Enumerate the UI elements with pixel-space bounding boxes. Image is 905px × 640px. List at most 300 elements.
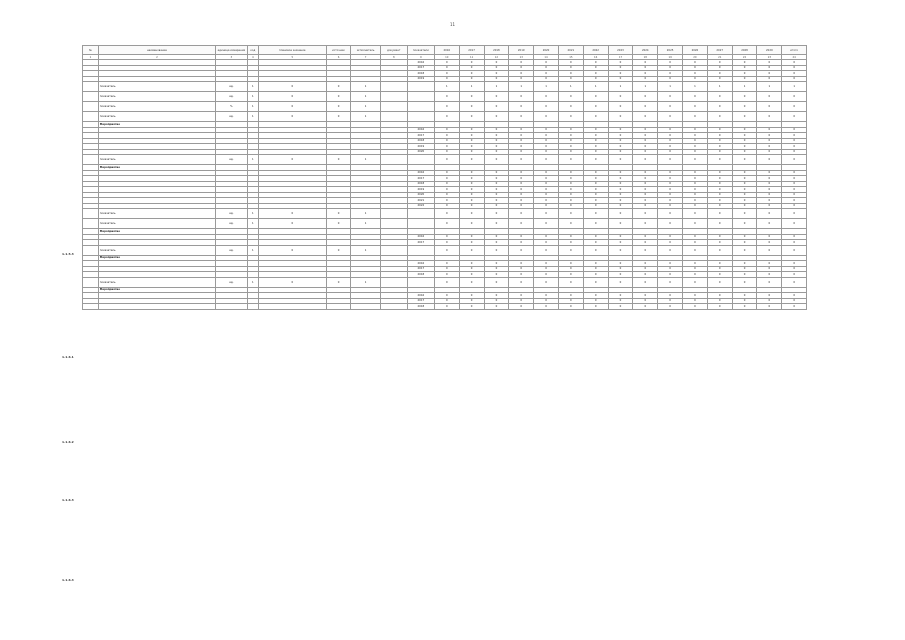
table-cell: показатель bbox=[98, 209, 215, 219]
index-cell: 1 bbox=[83, 55, 99, 60]
index-cell: 2 bbox=[98, 55, 215, 60]
table-cell: 0 bbox=[757, 261, 782, 267]
table-cell: 0 bbox=[434, 203, 459, 209]
table-cell: 0 bbox=[732, 192, 757, 198]
table-cell: 0 bbox=[459, 261, 484, 267]
table-cell: 0 bbox=[509, 298, 534, 304]
table-cell: 0 bbox=[757, 138, 782, 144]
table-cell: 0 bbox=[608, 102, 633, 112]
table-cell: 0 bbox=[732, 198, 757, 204]
table-cell bbox=[326, 304, 351, 310]
table-cell: 0 bbox=[434, 102, 459, 112]
table-cell: 0 bbox=[732, 71, 757, 77]
table-cell: 0 bbox=[509, 170, 534, 176]
table-cell: 0 bbox=[757, 277, 782, 287]
table-cell: 0 bbox=[583, 76, 608, 82]
table-cell: 0 bbox=[459, 245, 484, 255]
table-cell: 0 bbox=[732, 266, 757, 272]
table-cell: 2017 bbox=[407, 298, 434, 304]
table-cell: 0 bbox=[608, 181, 633, 187]
table-cell: 0 bbox=[732, 92, 757, 102]
table-cell: ед. bbox=[216, 155, 248, 165]
table-cell: 0 bbox=[484, 60, 509, 66]
table-cell: 0 bbox=[683, 181, 708, 187]
table-cell: 0 bbox=[732, 203, 757, 209]
table-cell: 1 bbox=[683, 82, 708, 92]
table-cell: 0 bbox=[782, 209, 807, 219]
table-cell: 0 bbox=[509, 293, 534, 299]
table-cell: 2016 bbox=[407, 60, 434, 66]
index-cell: 10 bbox=[434, 55, 459, 60]
table-cell: 0 bbox=[757, 133, 782, 139]
table-cell: 1 bbox=[351, 277, 380, 287]
table-cell: 0 bbox=[782, 266, 807, 272]
table-cell: 0 bbox=[509, 261, 534, 267]
table-cell: 0 bbox=[732, 112, 757, 122]
table-cell: 0 bbox=[459, 187, 484, 193]
table-cell: 0 bbox=[534, 187, 559, 193]
table-cell: 0 bbox=[558, 127, 583, 133]
table-cell: 1 bbox=[351, 155, 380, 165]
table-cell: 0 bbox=[608, 176, 633, 182]
table-cell: 0 bbox=[484, 245, 509, 255]
table-cell bbox=[83, 92, 99, 102]
table-cell: 0 bbox=[558, 234, 583, 240]
table-cell: 1 bbox=[351, 92, 380, 102]
table-cell: 0 bbox=[608, 92, 633, 102]
table-cell: 0 bbox=[757, 240, 782, 246]
table-header bbox=[83, 46, 832, 55]
table-cell: 0 bbox=[782, 272, 807, 278]
table-cell: 0 bbox=[757, 209, 782, 219]
table-cell: ед. bbox=[216, 92, 248, 102]
table-cell: 0 bbox=[707, 304, 732, 310]
table-cell: 0 bbox=[633, 181, 658, 187]
table-cell: показатель bbox=[98, 102, 215, 112]
index-cell: 15 bbox=[558, 55, 583, 60]
table-cell bbox=[83, 155, 99, 165]
table-cell: 0 bbox=[534, 245, 559, 255]
table-cell: 0 bbox=[484, 240, 509, 246]
table-cell: 0 bbox=[633, 92, 658, 102]
table-cell: 0 bbox=[732, 138, 757, 144]
table-cell: 0 bbox=[707, 203, 732, 209]
table-cell: 0 bbox=[509, 181, 534, 187]
header-total: итого bbox=[782, 46, 807, 55]
table-cell: 0 bbox=[757, 176, 782, 182]
table-cell: 2017 bbox=[407, 65, 434, 71]
table-cell: 0 bbox=[707, 240, 732, 246]
table-cell: 0 bbox=[558, 198, 583, 204]
table-cell: 0 bbox=[434, 176, 459, 182]
table-cell: 0 bbox=[608, 198, 633, 204]
table-cell: 0 bbox=[732, 181, 757, 187]
table-cell: 2017 bbox=[407, 266, 434, 272]
table-cell: 0 bbox=[459, 92, 484, 102]
table-cell: 0 bbox=[707, 127, 732, 133]
table-cell: 0 bbox=[683, 92, 708, 102]
table-cell: 0 bbox=[509, 127, 534, 133]
table-cell: 0 bbox=[558, 304, 583, 310]
table-cell: 0 bbox=[658, 272, 683, 278]
table-cell: 0 bbox=[509, 138, 534, 144]
table-cell: 0 bbox=[732, 261, 757, 267]
table-row bbox=[83, 219, 832, 229]
table-cell: 2016 bbox=[407, 234, 434, 240]
table-cell: 0 bbox=[484, 138, 509, 144]
table-cell: 0 bbox=[782, 245, 807, 255]
table-cell: 0 bbox=[658, 192, 683, 198]
table-cell: 0 bbox=[326, 219, 351, 229]
table-cell: 0 bbox=[757, 293, 782, 299]
table-cell: 0 bbox=[509, 266, 534, 272]
table-cell: 0 bbox=[534, 304, 559, 310]
table-cell: 0 bbox=[534, 266, 559, 272]
table-cell: 0 bbox=[707, 76, 732, 82]
table-cell: 0 bbox=[608, 138, 633, 144]
table-cell: 0 bbox=[434, 181, 459, 187]
table-cell: 0 bbox=[608, 133, 633, 139]
table-cell: 0 bbox=[534, 277, 559, 287]
program-table bbox=[82, 45, 832, 310]
table-cell: 0 bbox=[658, 203, 683, 209]
table-cell: 0 bbox=[459, 155, 484, 165]
table-cell: 0 bbox=[633, 170, 658, 176]
table-cell: 0 bbox=[707, 144, 732, 150]
table-cell: 0 bbox=[583, 92, 608, 102]
table-cell: 0 bbox=[258, 277, 326, 287]
table-cell: 0 bbox=[707, 209, 732, 219]
table-cell: 0 bbox=[534, 219, 559, 229]
table-cell: 0 bbox=[459, 209, 484, 219]
table-cell bbox=[83, 102, 99, 112]
table-cell: 0 bbox=[484, 155, 509, 165]
table-cell bbox=[407, 82, 434, 92]
table-cell: 0 bbox=[707, 138, 732, 144]
table-cell: 0 bbox=[583, 170, 608, 176]
index-cell: 14 bbox=[534, 55, 559, 60]
table-cell: 0 bbox=[782, 170, 807, 176]
table-cell: 0 bbox=[732, 298, 757, 304]
table-cell: 0 bbox=[258, 112, 326, 122]
table-cell: 0 bbox=[732, 65, 757, 71]
table-cell: 0 bbox=[658, 181, 683, 187]
table-cell: 0 bbox=[484, 176, 509, 182]
table-cell: 0 bbox=[583, 304, 608, 310]
table-cell: 0 bbox=[558, 245, 583, 255]
table-cell bbox=[407, 219, 434, 229]
table-cell: 0 bbox=[683, 266, 708, 272]
margin-code: 1.1.6.2 bbox=[62, 440, 74, 444]
table-cell: 0 bbox=[583, 181, 608, 187]
table-cell: 0 bbox=[534, 155, 559, 165]
table-cell: 0 bbox=[633, 60, 658, 66]
table-cell: 0 bbox=[326, 92, 351, 102]
table-cell: 0 bbox=[509, 272, 534, 278]
table-cell: 1 bbox=[247, 155, 258, 165]
table-cell: 0 bbox=[258, 102, 326, 112]
table-cell: 0 bbox=[484, 198, 509, 204]
table-cell: 0 bbox=[707, 102, 732, 112]
table-cell: 0 bbox=[658, 76, 683, 82]
table-cell: 0 bbox=[583, 144, 608, 150]
table-cell: 2017 bbox=[407, 240, 434, 246]
table-cell: 0 bbox=[683, 144, 708, 150]
table-cell: 0 bbox=[608, 245, 633, 255]
table-cell: 0 bbox=[509, 149, 534, 155]
table-body bbox=[83, 55, 832, 310]
table-cell: 0 bbox=[683, 112, 708, 122]
table-cell: 0 bbox=[459, 65, 484, 71]
table-cell: 0 bbox=[707, 298, 732, 304]
table-cell: 0 bbox=[434, 277, 459, 287]
table-cell: 0 bbox=[782, 234, 807, 240]
table-cell: 0 bbox=[707, 272, 732, 278]
table-cell: 0 bbox=[459, 298, 484, 304]
table-cell: 0 bbox=[658, 245, 683, 255]
table-cell: 0 bbox=[633, 203, 658, 209]
table-cell: 0 bbox=[558, 187, 583, 193]
table-cell: 0 bbox=[633, 240, 658, 246]
table-cell: 0 bbox=[658, 102, 683, 112]
table-cell: 1 bbox=[247, 82, 258, 92]
table-cell: 0 bbox=[558, 272, 583, 278]
table-cell bbox=[247, 304, 258, 310]
table-cell: 0 bbox=[459, 102, 484, 112]
table-cell: 0 bbox=[633, 133, 658, 139]
table-cell: 0 bbox=[434, 112, 459, 122]
table-cell: 0 bbox=[707, 198, 732, 204]
table-cell: 0 bbox=[608, 219, 633, 229]
table-cell: 0 bbox=[583, 203, 608, 209]
table-cell: 1 bbox=[247, 102, 258, 112]
table-cell: 0 bbox=[434, 234, 459, 240]
table-cell: 0 bbox=[484, 149, 509, 155]
table-cell: 0 bbox=[534, 92, 559, 102]
table-cell: 0 bbox=[583, 112, 608, 122]
table-cell: 2018 bbox=[407, 272, 434, 278]
table-cell: 0 bbox=[757, 198, 782, 204]
table-cell: Мероприятие bbox=[98, 287, 215, 293]
table-cell: 1 bbox=[247, 92, 258, 102]
table-cell: 0 bbox=[484, 144, 509, 150]
index-cell: 11 bbox=[459, 55, 484, 60]
table-cell: 0 bbox=[484, 293, 509, 299]
table-cell: 0 bbox=[434, 144, 459, 150]
table-cell: 0 bbox=[558, 277, 583, 287]
table-cell: 0 bbox=[583, 187, 608, 193]
table-cell bbox=[83, 245, 99, 255]
table-cell: 0 bbox=[509, 245, 534, 255]
table-cell: 0 bbox=[258, 155, 326, 165]
table-row bbox=[83, 92, 832, 102]
table-cell: 0 bbox=[757, 245, 782, 255]
table-cell: 0 bbox=[434, 198, 459, 204]
table-cell: 0 bbox=[633, 187, 658, 193]
table-cell: 0 bbox=[658, 127, 683, 133]
table-cell: 0 bbox=[732, 245, 757, 255]
table-cell bbox=[380, 304, 407, 310]
table-cell: 0 bbox=[509, 187, 534, 193]
table-cell: 0 bbox=[683, 102, 708, 112]
table-cell: 0 bbox=[757, 60, 782, 66]
page-number: 11 bbox=[449, 22, 456, 27]
table-cell bbox=[380, 245, 407, 255]
table-cell: 0 bbox=[683, 76, 708, 82]
table-cell: 0 bbox=[608, 298, 633, 304]
table-cell: показатель bbox=[98, 219, 215, 229]
table-cell: 0 bbox=[583, 219, 608, 229]
table-cell: 0 bbox=[434, 272, 459, 278]
table-cell: 0 bbox=[707, 170, 732, 176]
table-cell: 0 bbox=[459, 277, 484, 287]
table-cell bbox=[380, 92, 407, 102]
table-cell: 0 bbox=[534, 138, 559, 144]
table-cell: 0 bbox=[732, 149, 757, 155]
table-cell: 0 bbox=[683, 176, 708, 182]
table-cell: 0 bbox=[608, 127, 633, 133]
table-cell: 0 bbox=[558, 138, 583, 144]
table-cell: 0 bbox=[484, 76, 509, 82]
table-cell: 0 bbox=[658, 176, 683, 182]
table-cell: 0 bbox=[583, 127, 608, 133]
table-cell: ед. bbox=[216, 277, 248, 287]
table-cell: 0 bbox=[683, 127, 708, 133]
table-cell: 0 bbox=[583, 298, 608, 304]
table-cell: 0 bbox=[534, 102, 559, 112]
table-cell: 0 bbox=[459, 149, 484, 155]
table-cell: 1 bbox=[707, 82, 732, 92]
table-cell bbox=[407, 102, 434, 112]
table-cell: 0 bbox=[459, 293, 484, 299]
table-cell: 0 bbox=[326, 102, 351, 112]
header-year: 2020 bbox=[534, 46, 559, 55]
table-cell: 0 bbox=[434, 298, 459, 304]
index-cell: 23 bbox=[757, 55, 782, 60]
table-cell: 0 bbox=[658, 298, 683, 304]
table-cell: 0 bbox=[608, 112, 633, 122]
table-cell: 0 bbox=[459, 133, 484, 139]
table-cell: 0 bbox=[484, 203, 509, 209]
table-cell: 0 bbox=[707, 219, 732, 229]
table-cell: 0 bbox=[658, 293, 683, 299]
table-cell: 0 bbox=[608, 240, 633, 246]
header-group: показатели bbox=[407, 46, 434, 55]
header-year: 2022 bbox=[583, 46, 608, 55]
table-cell: 0 bbox=[534, 112, 559, 122]
table-cell: 0 bbox=[633, 245, 658, 255]
table-cell bbox=[380, 219, 407, 229]
table-cell: 0 bbox=[608, 304, 633, 310]
table-cell: 0 bbox=[583, 155, 608, 165]
table-cell: 0 bbox=[683, 192, 708, 198]
table-cell: 0 bbox=[509, 60, 534, 66]
table-cell: 1 bbox=[534, 82, 559, 92]
table-cell: 0 bbox=[658, 266, 683, 272]
table-cell: показатель bbox=[98, 82, 215, 92]
table-cell: 0 bbox=[608, 209, 633, 219]
table-cell: 0 bbox=[732, 133, 757, 139]
table-cell: 1 bbox=[247, 112, 258, 122]
table-cell: 0 bbox=[633, 209, 658, 219]
table-cell: показатель bbox=[98, 112, 215, 122]
table-cell bbox=[83, 277, 99, 287]
table-cell: 0 bbox=[484, 187, 509, 193]
table-cell: 0 bbox=[658, 277, 683, 287]
table-cell: 0 bbox=[732, 144, 757, 150]
table-cell: 0 bbox=[459, 71, 484, 77]
header-year: 2025 bbox=[658, 46, 683, 55]
header-year: 2029 bbox=[757, 46, 782, 55]
table-cell bbox=[380, 112, 407, 122]
table-cell: 0 bbox=[583, 138, 608, 144]
table-cell: 0 bbox=[558, 203, 583, 209]
table-cell bbox=[407, 155, 434, 165]
table-cell: 0 bbox=[683, 261, 708, 267]
table-cell: 0 bbox=[633, 219, 658, 229]
table-cell: 0 bbox=[434, 304, 459, 310]
header-year: 2028 bbox=[732, 46, 757, 55]
table-cell: 0 bbox=[633, 266, 658, 272]
table-cell: 0 bbox=[633, 277, 658, 287]
table-cell: 0 bbox=[658, 133, 683, 139]
table-cell bbox=[380, 102, 407, 112]
table-cell: 0 bbox=[509, 71, 534, 77]
table-cell: 0 bbox=[782, 181, 807, 187]
table-cell: 0 bbox=[633, 198, 658, 204]
table-cell: 0 bbox=[782, 76, 807, 82]
table-cell: 0 bbox=[534, 76, 559, 82]
index-cell: 5 bbox=[258, 55, 326, 60]
table-cell: 0 bbox=[509, 155, 534, 165]
index-cell: 9 bbox=[407, 55, 434, 60]
table-cell: 0 bbox=[459, 60, 484, 66]
table-cell: 0 bbox=[434, 149, 459, 155]
table-cell: 0 bbox=[558, 219, 583, 229]
table-cell: 0 bbox=[732, 234, 757, 240]
table-cell: 0 bbox=[534, 234, 559, 240]
header-year: 2023 bbox=[608, 46, 633, 55]
table-cell: 0 bbox=[608, 234, 633, 240]
table-cell: 0 bbox=[608, 277, 633, 287]
table-cell: % bbox=[216, 102, 248, 112]
table-cell: 0 bbox=[534, 144, 559, 150]
table-cell: 0 bbox=[707, 65, 732, 71]
table-cell: 0 bbox=[658, 92, 683, 102]
table-cell: 1 bbox=[351, 82, 380, 92]
table-cell: 0 bbox=[484, 65, 509, 71]
table-cell: 0 bbox=[534, 181, 559, 187]
table-cell: 2020 bbox=[407, 192, 434, 198]
table-cell: 0 bbox=[683, 71, 708, 77]
table-cell: Мероприятие bbox=[98, 165, 215, 171]
table-cell: 0 bbox=[434, 138, 459, 144]
table-cell: 0 bbox=[583, 102, 608, 112]
table-cell: 0 bbox=[757, 155, 782, 165]
table-cell bbox=[407, 277, 434, 287]
table-cell: 0 bbox=[558, 71, 583, 77]
table-cell: 0 bbox=[683, 304, 708, 310]
table-cell: 0 bbox=[534, 60, 559, 66]
table-cell: 1 bbox=[247, 209, 258, 219]
table-cell: 0 bbox=[509, 65, 534, 71]
table-cell: 0 bbox=[683, 198, 708, 204]
table-cell: 0 bbox=[326, 155, 351, 165]
index-cell: 8 bbox=[380, 55, 407, 60]
table-cell: 0 bbox=[608, 170, 633, 176]
table-cell: 0 bbox=[732, 60, 757, 66]
table-cell: 0 bbox=[434, 71, 459, 77]
